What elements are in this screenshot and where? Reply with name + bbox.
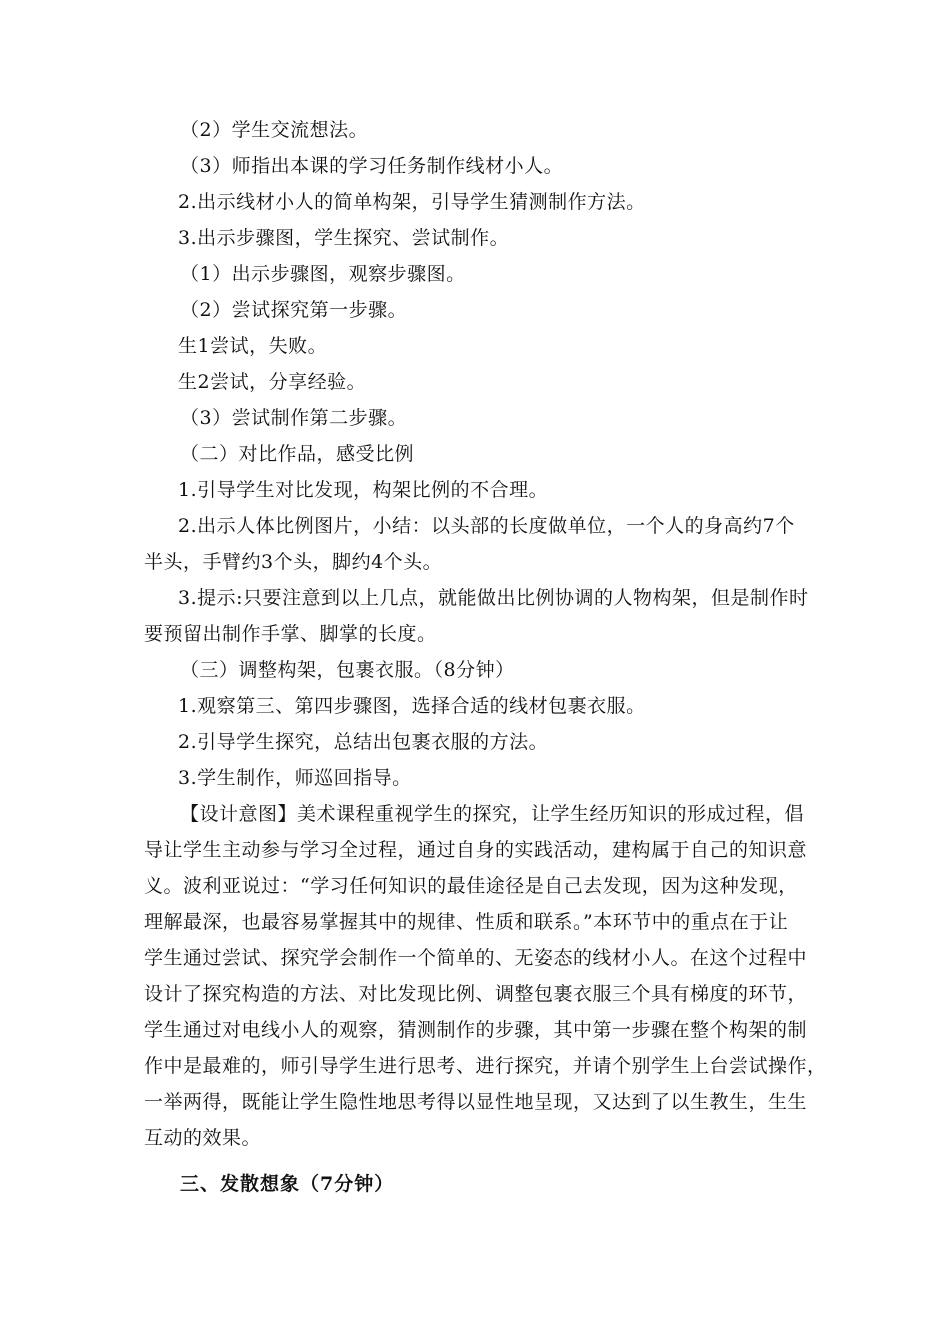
section-heading-three: 三、发散想象（7分钟）	[180, 1173, 395, 1195]
line-1: （2）学生交流想法。	[180, 119, 369, 141]
design-intent-line-9: 一举两得，既能让学生隐性地思考得以显性地呈现，又达到了以生教生，生生	[144, 1091, 808, 1113]
line-13: 半头，手臂约3个头，脚约4个头。	[144, 551, 443, 573]
line-6: （2）尝试探究第一步骤。	[180, 299, 408, 321]
line-8: 生2尝试，分享经验。	[178, 371, 367, 393]
design-intent-line-7: 学生通过对电线小人的观察，猜测制作的步骤，其中第一步骤在整个构架的制	[144, 1019, 808, 1041]
design-intent-line-1: 【设计意图】美术课程重视学生的探究，让学生经历知识的形成过程，倡	[180, 803, 805, 825]
line-9: （3）尝试制作第二步骤。	[180, 407, 408, 429]
line-19: 3.学生制作，师巡回指导。	[178, 767, 412, 789]
design-intent-line-4: 理解最深，也最容易掌握其中的规律、性质和联系。”本环节中的重点在于让	[144, 911, 789, 933]
line-5: （1）出示步骤图，观察步骤图。	[180, 263, 466, 285]
section-heading-3: （三）调整构架，包裹衣服。（8分钟）	[180, 659, 515, 681]
line-7: 生1尝试，失败。	[178, 335, 328, 357]
design-intent-line-10: 互动的效果。	[144, 1127, 262, 1149]
section-heading-2: （二）对比作品，感受比例	[180, 443, 415, 465]
line-4: 3.出示步骤图，学生探究、尝试制作。	[178, 227, 510, 249]
design-intent-line-2: 导让学生主动参与学习全过程，通过自身的实践活动，建构属于自己的知识意	[144, 839, 808, 861]
line-11: 1.引导学生对比发现，构架比例的不合理。	[178, 479, 549, 501]
line-17: 1.观察第三、第四步骤图，选择合适的线材包裹衣服。	[178, 695, 646, 717]
line-3: 2.出示线材小人的简单构架，引导学生猜测制作方法。	[178, 191, 646, 213]
design-intent-line-8: 作中是最难的，师引导学生进行思考、进行探究，并请个别学生上台尝试操作，	[144, 1055, 827, 1077]
line-14: 3.提示:只要注意到以上几点，就能做出比例协调的人物构架，但是制作时	[178, 587, 809, 609]
line-15: 要预留出制作手掌、脚掌的长度。	[144, 623, 437, 645]
line-2: （3）师指出本课的学习任务制作线材小人。	[180, 155, 564, 177]
line-18: 2.引导学生探究，总结出包裹衣服的方法。	[178, 731, 549, 753]
design-intent-label: 【设计意图】	[180, 803, 298, 825]
line-12: 2.出示人体比例图片，小结：以头部的长度做单位，一个人的身高约7个	[178, 515, 795, 537]
design-intent-line-3: 义。波利亚说过：“学习任何知识的最佳途径是自己去发现，因为这种发现，	[144, 875, 798, 897]
design-intent-line-5: 学生通过尝试、探究学会制作一个简单的、无姿态的线材小人。在这个过程中	[144, 947, 808, 969]
design-intent-line-6: 设计了探究构造的方法、对比发现比例、调整包裹衣服三个具有梯度的环节，	[144, 983, 808, 1005]
